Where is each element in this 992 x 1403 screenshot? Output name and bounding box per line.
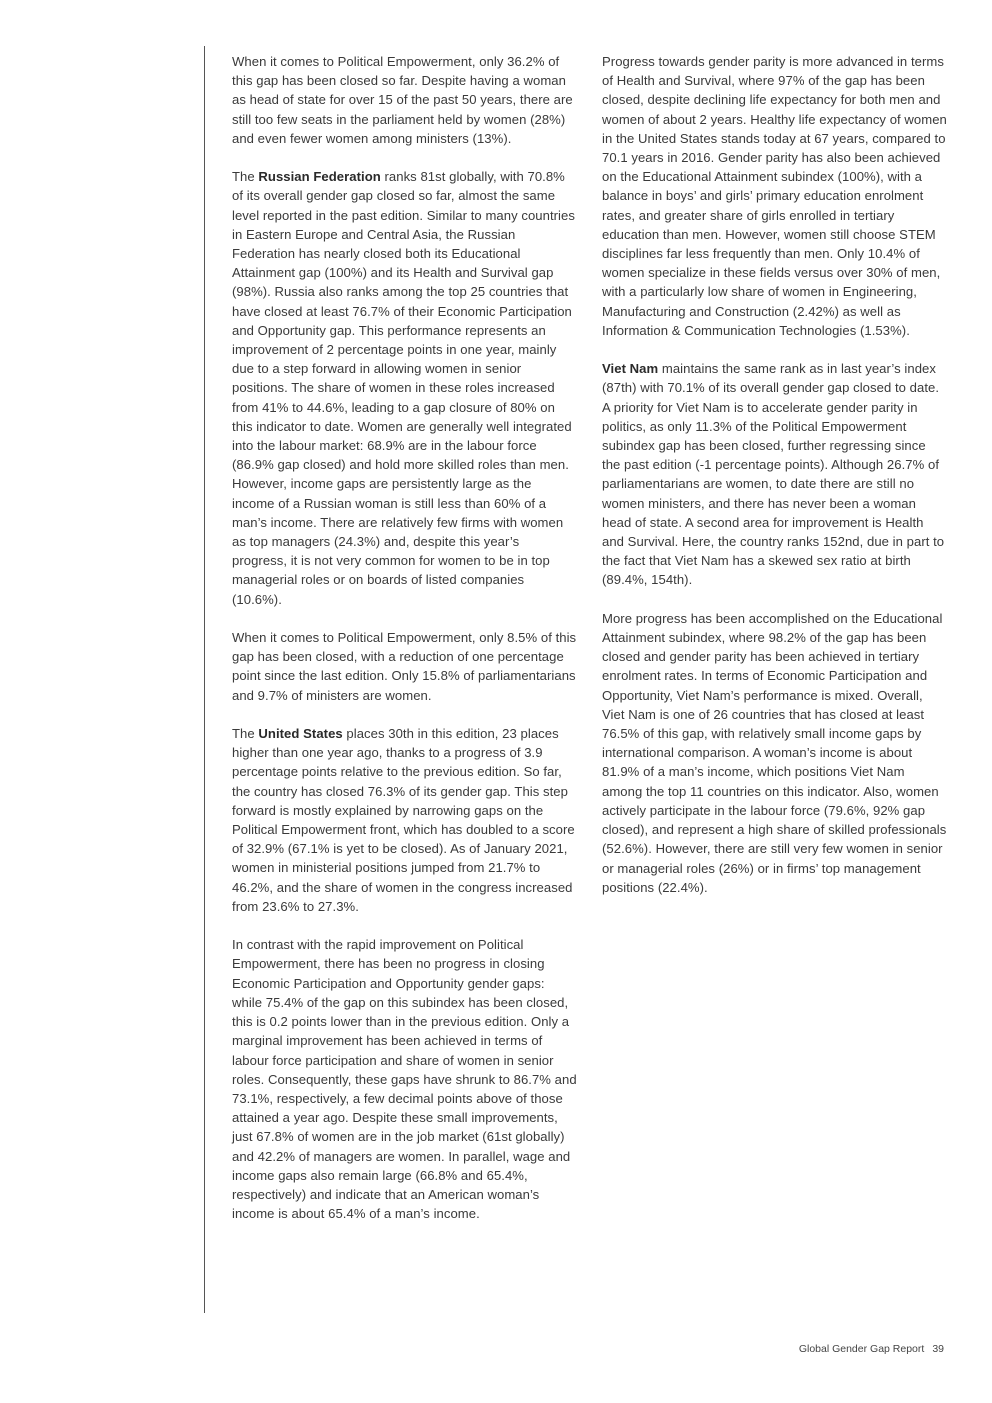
country-name-viet-nam: Viet Nam: [602, 361, 659, 377]
paragraph-viet-nam: [602, 359, 947, 589]
paragraph-body: maintains the same rank as in last year’s index (87th) with 70.1% of its overall gender gap closed to date. A priority for Viet Nam is to accelerate gender parity in politics, as only 11.3% of the Political Empowerment subindex gap has been closed, further regressing since the past edition (-1 percentage points). Although 26.7% of parliamentarians are women, to date there are still no women ministers, and there has never been a woman head of state. A second area for improvement is Health and Survival. Here, the country ranks 152nd, due in part to the fact that Viet Nam has a skewed sex ratio at birth (89.4%, 154th).: [602, 361, 945, 588]
paragraph-russian-federation: [232, 167, 577, 609]
paragraph-body: places 30th in this edition, 23 places higher than one year ago, thanks to a progress of 3.9 percentage points relative to the previous edition. So far, the country has closed 76.3% of its gender gap. This step forward is mostly explained by narrowing gaps on the Political Empowerment front, which has doubled to a score of 32.9% (67.1% is yet to be closed). As of January 2021, women in ministerial positions jumped from 21.7% to 46.2%, and the share of women in the congress increased from 23.6% to 27.3%.: [232, 726, 575, 914]
text-prefix: The: [232, 726, 259, 742]
text-prefix: The: [232, 169, 259, 185]
paragraph-united-states: [232, 724, 577, 916]
paragraph-russia-political-empowerment: When it comes to Political Empowerment, only 8.5% of this gap has been closed, with a reduction of one percentage point since the last edition. Only 15.8% of parliamentarians and 9.7% of ministers are women.: [232, 630, 577, 703]
report-title: Global Gender Gap Report: [798, 1343, 925, 1355]
page-footer: [700, 1342, 944, 1356]
country-name-russian-federation: Russian Federation: [258, 169, 381, 185]
paragraph-viet-nam-education-economy: More progress has been accomplished on the Educational Attainment subindex, where 98.2% of the gap has been closed and gender parity has been achieved in tertiary enrolment rates. In terms of Economic Participation and Opportunity, Viet Nam’s performance is mixed. Overall, Viet Nam is one of 26 countries that has closed at least 76.5% of this gap, with relatively small income gaps by international comparison. A woman’s income is about 81.9% of a man’s income, which positions Viet Nam among the top 11 countries on this indicator. Also, women actively participate in the labour force (79.6%, 92% gap closed), and represent a high share of skilled professionals (52.6%). However, there are still very few women in senior or managerial roles (26%) or in firms’ top management positions (22.4%).: [602, 610, 947, 895]
paragraph-us-health-education: Progress towards gender parity is more advanced in terms of Health and Survival, where 97% of the gap has been closed, despite declining life expectancy for both men and women of about 2 years. Healthy life expectancy of women in the United States stands today at 67 years, compared to 70.1 years in 2016. Gender parity has also been achieved on the Educational Attainment subindex (100%), with a balance in boys’ and girls’ primary education enrolment rates, and greater share of girls enrolled in tertiary education than men. However, women still choose STEM disciplines far less frequently than men. Only 10.4% of women specialize in these fields versus over 30% of men, with a particularly low share of women in Engineering, Manufacturing and Construction (2.42%) as well as Information & Communication Technologies (1.53%).: [602, 54, 947, 338]
left-column: [232, 52, 577, 1243]
margin-rule: [204, 46, 205, 1313]
right-column: [602, 52, 947, 916]
paragraph-body: ranks 81st globally, with 70.8% of its overall gender gap closed so far, almost the same level reported in the past edition. Similar to many countries in Eastern Europe and Central Asia, the Russian Federation has nearly closed both its Educational Attainment gap (100%) and its Health and Survival gap (98%). Russia also ranks among the top 25 countries that have closed at least 76.7% of their Economic Participation and Opportunity gap. This performance represents an improvement of 2 percentage points in one year, mainly due to a step forward in allowing women in senior positions. The share of women in these roles increased from 41% to 44.6%, leading to a gap closure of 80% on this indicator to date. Women are generally well integrated into the labour market: 68.9% are in the labour force (86.9% gap closed) and hold more skilled roles than men. However, income gaps are persistently large as the income of a Russian woman is still less than 60% of a man’s income. There are relatively few firms with women as top managers (24.3%) and, despite this year’s progress, it is not very common for women to be in top managerial roles or on boards of listed companies (10.6%).: [232, 169, 575, 607]
paragraph-us-economic-participation: In contrast with the rapid improvement on Political Empowerment, there has been no progress in closing Economic Participation and Opportunity gender gaps: while 75.4% of the gap on this subindex has been closed, this is 0.2 points lower than in the previous edition. Only a marginal improvement has been achieved in terms of labour force participation and share of women in senior roles. Consequently, these gaps have shrunk to 86.7% and 73.1%, respectively, a few decimal points above of those attained a year ago. Despite these small improvements, just 67.8% of women are in the job market (61st globally) and 42.2% of managers are women. In parallel, wage and income gaps also remain large (66.8% and 65.4%, respectively) and indicate that an American woman’s income is about 65.4% of a man’s income.: [232, 937, 577, 1222]
page-number: 39: [932, 1343, 944, 1355]
country-name-united-states: United States: [258, 726, 343, 742]
paragraph-political-empowerment-intro: When it comes to Political Empowerment, only 36.2% of this gap has been closed so far. Despite having a woman as head of state for over 15 of the past 50 years, there are still too few seats in the parliament held by women (28%) and even fewer women among ministers (13%).: [232, 54, 573, 146]
